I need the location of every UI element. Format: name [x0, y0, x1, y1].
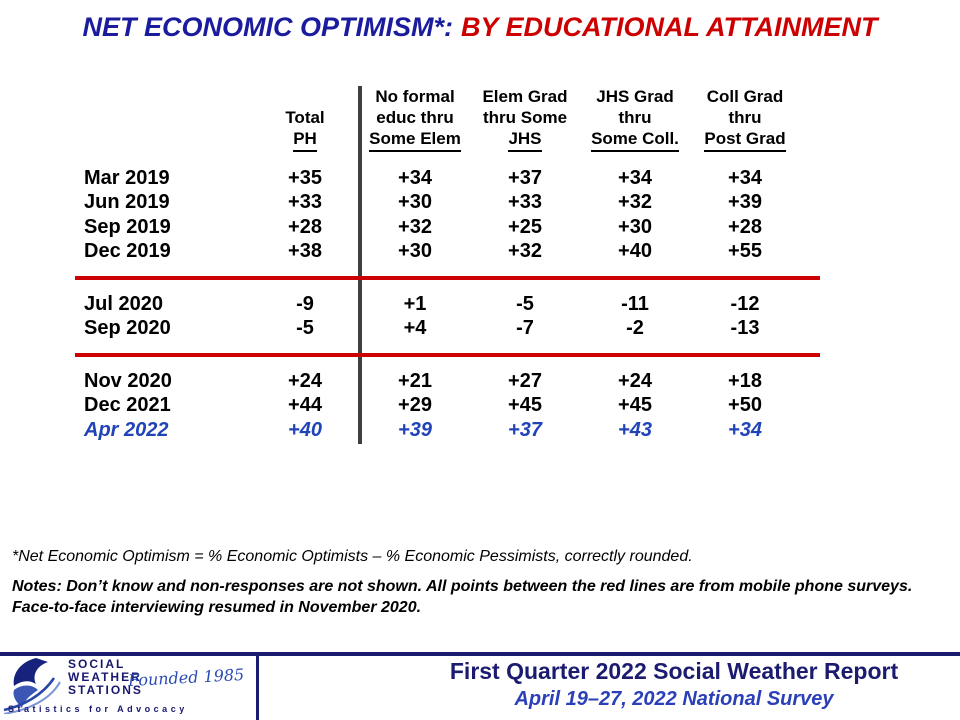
table-body: [78, 166, 823, 443]
table-row: [78, 191, 823, 216]
value-cell: +34: [398, 166, 432, 189]
value-cell: +30: [398, 191, 432, 214]
footnote-definition: *Net Economic Optimism = % Economic Optimists – % Economic Pessimists, correctly rounded.: [12, 548, 693, 565]
row-label: Sep 2020: [84, 317, 171, 340]
value-cell: +39: [398, 418, 432, 441]
value-cell: +33: [508, 191, 542, 214]
row-label: Mar 2019: [84, 166, 170, 189]
value-cell: +4: [403, 317, 427, 340]
logo-line-weather: WEATHER: [68, 670, 142, 684]
logo-line-social: SOCIAL: [68, 657, 126, 671]
red-separator-line: [75, 276, 820, 280]
row-label: Sep 2019: [84, 215, 171, 238]
row-label: Apr 2022: [84, 418, 169, 441]
value-cell: +33: [288, 191, 322, 214]
table-row: [78, 317, 823, 342]
value-cell: +24: [618, 369, 652, 392]
sws-logo: [0, 656, 256, 720]
value-cell: +24: [288, 369, 322, 392]
table-row: [78, 166, 823, 191]
title-part-navy: NET ECONOMIC OPTIMISM*:: [82, 12, 453, 42]
footnotes: [12, 548, 948, 618]
table-header-row: [78, 86, 823, 152]
value-cell: +27: [508, 369, 542, 392]
logo-founded-script: Founded 1985: [127, 664, 245, 691]
table-row: [78, 369, 823, 394]
value-cell: +55: [728, 240, 762, 263]
row-label: Jul 2020: [84, 292, 163, 315]
value-cell: +28: [728, 215, 762, 238]
value-cell: +34: [728, 418, 762, 441]
value-cell: -13: [730, 317, 760, 340]
page-title: [0, 12, 960, 43]
logo-tagline: Statistics for Advocacy: [8, 704, 188, 714]
column-header-4: JHS Grad thru Some Coll.: [580, 86, 690, 152]
footer-text: [400, 658, 948, 711]
value-cell: -2: [626, 317, 644, 340]
value-cell: +34: [618, 166, 652, 189]
value-cell: +34: [728, 166, 762, 189]
footnote-notes: [12, 576, 948, 618]
value-cell: +30: [398, 240, 432, 263]
column-header-1: Total PH: [250, 107, 360, 152]
row-label: Nov 2020: [84, 369, 172, 392]
value-cell: -11: [621, 292, 649, 315]
value-cell: +18: [728, 369, 762, 392]
value-cell: +1: [403, 292, 427, 315]
value-cell: +32: [508, 240, 542, 263]
value-cell: +29: [398, 394, 432, 417]
value-cell: +37: [508, 418, 542, 441]
footer-vertical-divider: [256, 652, 259, 720]
column-header-3: Elem Grad thru Some JHS: [470, 86, 580, 152]
logo-line-stations: STATIONS: [68, 683, 143, 697]
value-cell: -12: [730, 292, 760, 315]
value-cell: -7: [516, 317, 534, 340]
value-cell: +30: [618, 215, 652, 238]
data-table: [78, 86, 823, 443]
column-header-2: No formal educ thru Some Elem: [360, 86, 470, 152]
survey-period: April 19–27, 2022 National Survey: [514, 688, 834, 710]
row-label: Jun 2019: [84, 191, 170, 214]
footnote-notes-line1: Notes: Don’t know and non-responses are not shown. All points between the red lines are from mobile phone surveys.: [12, 578, 913, 595]
value-cell: +35: [288, 166, 322, 189]
footnote-notes-line2: Face-to-face interviewing resumed in November 2020.: [12, 599, 422, 616]
value-cell: +43: [618, 418, 652, 441]
title-part-red: BY EDUCATIONAL ATTAINMENT: [461, 12, 878, 42]
table-row: [78, 292, 823, 317]
value-cell: -9: [296, 292, 314, 315]
value-cell: +45: [508, 394, 542, 417]
value-cell: +39: [728, 191, 762, 214]
value-cell: +50: [728, 394, 762, 417]
value-cell: +28: [288, 215, 322, 238]
row-label: Dec 2021: [84, 394, 171, 417]
row-label: Dec 2019: [84, 240, 171, 263]
table-row: [78, 418, 823, 443]
value-cell: +40: [288, 418, 322, 441]
value-cell: +32: [618, 191, 652, 214]
value-cell: +45: [618, 394, 652, 417]
value-cell: -5: [296, 317, 314, 340]
table-row: [78, 240, 823, 265]
value-cell: +25: [508, 215, 542, 238]
value-cell: -5: [516, 292, 534, 315]
value-cell: +44: [288, 394, 322, 417]
value-cell: +38: [288, 240, 322, 263]
value-cell: +40: [618, 240, 652, 263]
table-row: [78, 215, 823, 240]
column-header-5: Coll Grad thru Post Grad: [690, 86, 800, 152]
value-cell: +32: [398, 215, 432, 238]
table-row: [78, 394, 823, 419]
value-cell: +37: [508, 166, 542, 189]
report-title: First Quarter 2022 Social Weather Report: [449, 658, 899, 684]
value-cell: +21: [398, 369, 432, 392]
red-separator-line: [75, 353, 820, 357]
